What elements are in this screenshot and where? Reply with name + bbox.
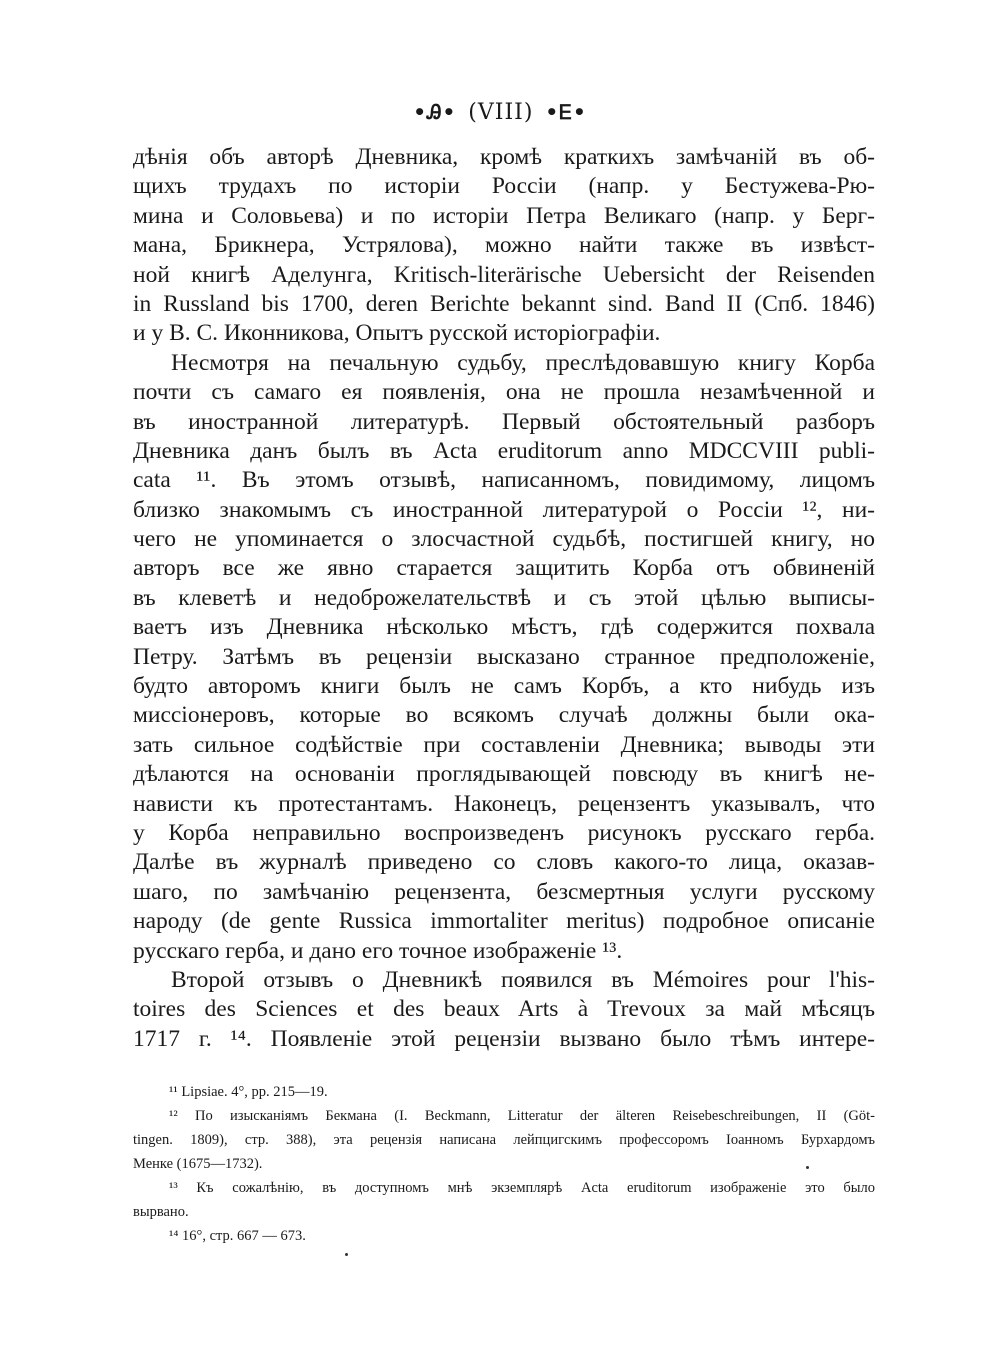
text-line: народу (de gente Russica immortaliter meritus) подробное описаніе (133, 908, 875, 935)
footnote-11: ¹¹ Lipsiae. 4°, pp. 215—19. (169, 1084, 328, 1100)
page-header (0, 100, 1000, 125)
ornament-right-icon: •Ꭼ• (545, 100, 587, 124)
ink-speck (806, 1166, 809, 1169)
text-line: Далѣе въ журналѣ приведено со словъ какого-то лица, оказав- (133, 849, 875, 876)
text-line: близко знакомымъ съ иностранной литературой о Россіи ¹², ни- (133, 496, 875, 523)
text-line: авторъ все же явно старается защитить Корба отъ обвиненій (133, 555, 875, 582)
text-line: in Russland bis 1700, deren Berichte bekannt sind. Band II (Спб. 1846) (133, 290, 875, 317)
text-line: въ иностранной литературѣ. Первый обстоятельный разборъ (133, 408, 875, 435)
text-line: шаго, по замѣчанію рецензента, безсмертныя услуги русскому (133, 878, 875, 905)
text-line: ваетъ изъ Дневника нѣсколько мѣстъ, гдѣ содержится похвала (133, 614, 875, 641)
footnote-12-line: tingen. 1809), стр. 388), эта рецензія написана лейпцигскимъ профессоромъ Іоанномъ Бурхардомъ (133, 1132, 875, 1148)
text-line: 1717 г. ¹⁴. Появленіе этой рецензіи вызвано было тѣмъ интере- (133, 1025, 875, 1052)
ornament-left-icon: •Ꭿ• (413, 100, 457, 124)
text-line: cata ¹¹. Въ этомъ отзывѣ, написанномъ, повидимому, лицомъ (133, 467, 875, 494)
text-line: мана, Брикнера, Устрялова), можно найти также въ извѣст- (133, 232, 875, 259)
main-text (133, 143, 875, 1054)
text-line: Дневника данъ былъ въ Acta eruditorum anno MDCCVIII publi- (133, 437, 875, 464)
text-line: toires des Sciences et des beaux Arts à Trevoux за май мѣсяцъ (133, 996, 875, 1023)
text-line: чего не упоминается о злосчастной судьбѣ, постигшей книгу, но (133, 526, 875, 553)
footnote-13: ¹³ Къ сожалѣнію, въ доступномъ мнѣ экземплярѣ Acta eruditorum изображеніе это было (169, 1180, 875, 1196)
text-line: ной книгѣ Аделунга, Kritisch-literärische Uebersicht der Reisenden (133, 261, 875, 288)
ink-speck (345, 1253, 348, 1256)
text-line: дѣнія объ авторѣ Дневника, кромѣ краткихъ замѣчаній въ об- (133, 144, 875, 170)
text-line: въ клеветѣ и недоброжелательствѣ и съ этой цѣлью выписы- (133, 584, 875, 611)
footnote-12-line: Менке (1675—1732). (133, 1156, 263, 1172)
page-number: (VIII) (468, 100, 534, 125)
text-line: почти съ самаго ея появленія, она не прошла незамѣченной и (133, 379, 875, 406)
text-line: дѣлаются на основаніи проглядывающей повсюду въ книгѣ не- (133, 761, 875, 788)
footnotes (133, 1080, 875, 1248)
text-line: Несмотря на печальную судьбу, преслѣдовавшую книгу Корба (171, 349, 875, 376)
text-line: и у В. С. Иконникова, Опытъ русской исторіографіи. (133, 320, 661, 347)
text-line: миссіонеровъ, которые во всякомъ случаѣ должны были ока- (133, 702, 875, 729)
footnote-12: ¹² По изысканіямъ Бекмана (I. Beckmann, Litteratur der älteren Reisebeschreibungen, II (Göt- (169, 1108, 875, 1124)
footnote-14: ¹⁴ 16°, стр. 667 — 673. (169, 1228, 306, 1244)
text-line: русскаго герба, и дано его точное изображеніе ¹³. (133, 937, 623, 964)
text-line: будто авторомъ книги былъ не самъ Корбъ, а кто нибудь изъ (133, 673, 875, 700)
text-line: у Корба неправильно воспроизведенъ рисунокъ русскаго герба. (133, 819, 875, 846)
text-line: Второй отзывъ о Дневникѣ появился въ Mémoires pour l'his- (171, 966, 875, 993)
footnote-13-line: вырвано. (133, 1204, 189, 1220)
text-line: мина и Соловьева) и по исторіи Петра Великаго (напр. у Берг- (133, 202, 875, 229)
text-line: Петру. Затѣмъ въ рецензіи высказано странное предположеніе, (133, 643, 875, 670)
text-line: зать сильное содѣйствіе при составленіи Дневника; выводы эти (133, 731, 875, 758)
text-line: щихъ трудахъ по исторіи Россіи (напр. у Бестужева-Рю- (133, 173, 875, 200)
text-line: нависти къ протестантамъ. Наконецъ, рецензентъ указывалъ, что (133, 790, 875, 817)
